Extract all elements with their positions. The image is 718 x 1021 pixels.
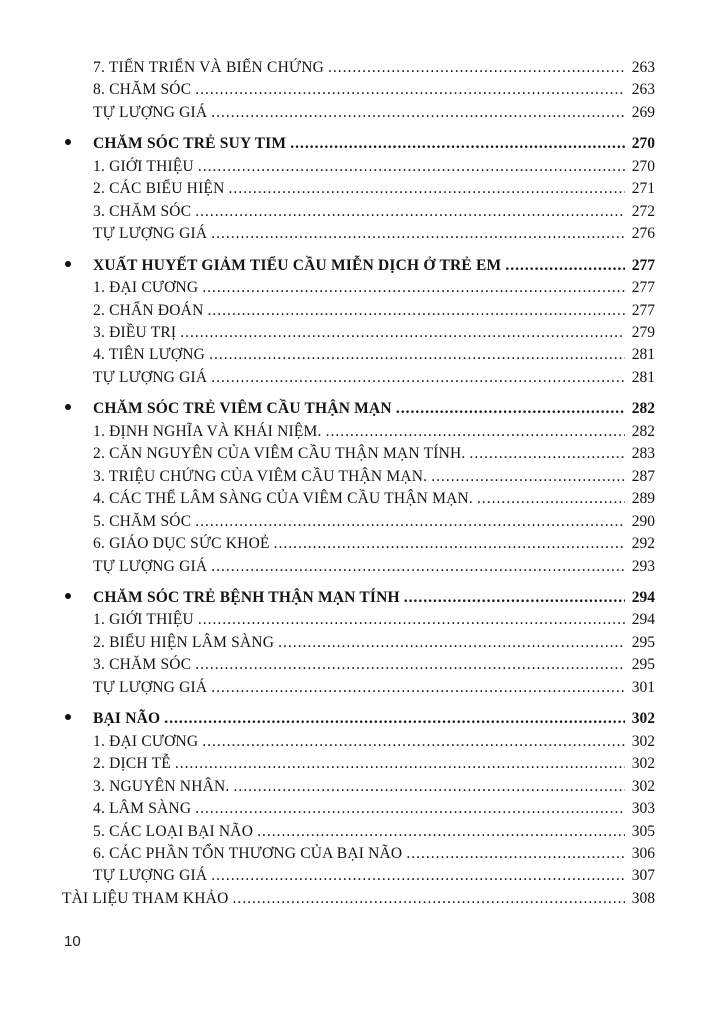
toc-entry-label: 2. BIỂU HIỆN LÂM SÀNG bbox=[93, 633, 275, 651]
toc-row bbox=[62, 888, 655, 910]
toc-row bbox=[62, 79, 655, 101]
toc-entry-page: 287 bbox=[631, 467, 655, 485]
toc-entry-label: CHĂM SÓC TRẺ VIÊM CẦU THẬN MẠN bbox=[93, 400, 392, 418]
toc-entry-label: 8. CHĂM SÓC bbox=[93, 81, 192, 99]
toc-entry-label: 2. DỊCH TỄ bbox=[93, 755, 171, 773]
toc-entry-label: 1. ĐỊNH NGHĨA VÀ KHÁI NIỆM. bbox=[93, 422, 322, 440]
toc-entry-page: 302 bbox=[631, 732, 655, 750]
toc-row bbox=[62, 556, 655, 578]
toc-entry-label: TỰ LƯỢNG GIÁ bbox=[93, 225, 208, 243]
toc-entry-page: 306 bbox=[631, 844, 655, 862]
toc-row bbox=[62, 102, 655, 124]
dot-leader-icon bbox=[431, 466, 625, 488]
toc-row bbox=[62, 201, 655, 223]
toc-row bbox=[62, 609, 655, 631]
toc-entry-page: 263 bbox=[631, 59, 655, 76]
toc-entry-label: 2. CHẨN ĐOÁN bbox=[93, 301, 204, 319]
bullet-icon bbox=[62, 255, 93, 277]
toc-entry-label: 3. CHĂM SÓC bbox=[93, 656, 192, 674]
toc-entry-page: 277 bbox=[631, 256, 655, 274]
toc-row bbox=[62, 178, 655, 200]
toc-row bbox=[62, 708, 655, 730]
toc-row bbox=[62, 798, 655, 820]
toc-entry-label: CHĂM SÓC TRẺ BỆNH THẬN MẠN TÍNH bbox=[93, 588, 400, 606]
toc-row bbox=[62, 753, 655, 775]
toc-entry-label: 5. CHĂM SÓC bbox=[93, 512, 192, 530]
toc-entry-label: BẠI NÃO bbox=[93, 710, 161, 728]
dot-leader-icon bbox=[195, 798, 625, 820]
toc-entry-label: 1. GIỚI THIỆU bbox=[93, 157, 194, 175]
toc-row bbox=[62, 133, 655, 155]
toc-entry-label: 6. GIÁO DỤC SỨC KHOẺ bbox=[93, 535, 270, 553]
dot-leader-icon bbox=[211, 367, 625, 389]
dot-leader-icon bbox=[198, 609, 625, 631]
dot-leader-icon bbox=[326, 421, 625, 443]
toc-entry-label: 4. LÂM SÀNG bbox=[93, 800, 192, 818]
bullet-icon bbox=[62, 587, 93, 609]
toc-entry-label: 3. ĐIỀU TRỊ bbox=[93, 323, 177, 341]
toc-entry-label: TỰ LƯỢNG GIÁ bbox=[93, 368, 208, 386]
toc-entry-page: 289 bbox=[631, 490, 655, 508]
toc-row bbox=[62, 821, 655, 843]
dot-leader-icon bbox=[175, 753, 625, 775]
toc-entry-page: 277 bbox=[631, 301, 655, 319]
toc-entry-label: 2. CÁC BIỂU HIỆN bbox=[93, 180, 225, 198]
toc-entry-page: 293 bbox=[631, 557, 655, 575]
toc-entry-label: 2. CĂN NGUYÊN CỦA VIÊM CẦU THẬN MẠN TÍNH. bbox=[93, 445, 466, 463]
toc-list bbox=[62, 57, 655, 910]
toc-row bbox=[62, 865, 655, 887]
dot-leader-icon bbox=[274, 533, 625, 555]
dot-leader-icon bbox=[404, 587, 625, 609]
toc-entry-label: TỰ LƯỢNG GIÁ bbox=[93, 867, 208, 885]
dot-leader-icon bbox=[229, 178, 626, 200]
dot-leader-icon bbox=[198, 156, 625, 178]
toc-row bbox=[62, 156, 655, 178]
dot-leader-icon bbox=[209, 344, 625, 366]
toc-row bbox=[62, 57, 655, 79]
toc-entry-label: 6. CÁC PHẦN TỔN THƯƠNG CỦA BẠI NÃO bbox=[93, 844, 403, 862]
toc-row bbox=[62, 367, 655, 389]
toc-entry-page: 283 bbox=[631, 445, 655, 463]
dot-leader-icon bbox=[211, 677, 625, 699]
toc-row bbox=[62, 398, 655, 420]
dot-leader-icon bbox=[477, 488, 625, 510]
toc-row bbox=[62, 511, 655, 533]
dot-leader-icon bbox=[207, 300, 625, 322]
toc-entry-page: 302 bbox=[631, 777, 655, 795]
toc-row bbox=[62, 654, 655, 676]
toc-row bbox=[62, 421, 655, 443]
toc-entry-page: 303 bbox=[631, 800, 655, 818]
toc-entry-page: 271 bbox=[631, 180, 655, 198]
toc-row bbox=[62, 300, 655, 322]
toc-row bbox=[62, 255, 655, 277]
toc-row bbox=[62, 731, 655, 753]
dot-leader-icon bbox=[328, 57, 625, 79]
footer-page-number: 10 bbox=[64, 933, 81, 950]
toc-entry-label: 3. TRIỆU CHỨNG CỦA VIÊM CẦU THẬN MẠN. bbox=[93, 467, 428, 485]
dot-leader-icon bbox=[195, 201, 625, 223]
dot-leader-icon bbox=[257, 821, 625, 843]
dot-leader-icon bbox=[211, 556, 625, 578]
toc-entry-label: 7. TIẾN TRIỂN VÀ BIẾN CHỨNG bbox=[93, 59, 324, 76]
dot-leader-icon bbox=[406, 843, 625, 865]
toc-entry-label: TỰ LƯỢNG GIÁ bbox=[93, 678, 208, 696]
toc-entry-label: TÀI LIỆU THAM KHẢO bbox=[62, 889, 229, 907]
dot-leader-icon bbox=[396, 398, 625, 420]
toc-entry-page: 302 bbox=[631, 710, 655, 728]
toc-entry-page: 308 bbox=[631, 889, 655, 907]
toc-entry-label: 1. GIỚI THIỆU bbox=[93, 611, 194, 629]
dot-leader-icon bbox=[211, 223, 625, 245]
dot-leader-icon bbox=[202, 731, 625, 753]
dot-leader-icon bbox=[180, 322, 625, 344]
toc-entry-page: 279 bbox=[631, 323, 655, 341]
toc-entry-label: 4. CÁC THỂ LÂM SÀNG CỦA VIÊM CẦU THẬN MẠN. bbox=[93, 490, 473, 508]
toc-entry-label: 4. TIÊN LƯỢNG bbox=[93, 346, 206, 364]
toc-entry-page: 282 bbox=[631, 400, 655, 418]
toc-entry-label: 1. ĐẠI CƯƠNG bbox=[93, 732, 199, 750]
toc-entry-label: XUẤT HUYẾT GIẢM TIỂU CẦU MIỄN DỊCH Ở TRẺ EM bbox=[93, 256, 502, 274]
toc-entry-page: 294 bbox=[631, 588, 655, 606]
toc-entry-page: 295 bbox=[631, 633, 655, 651]
toc-row bbox=[62, 443, 655, 465]
dot-leader-icon bbox=[278, 632, 625, 654]
toc-row bbox=[62, 466, 655, 488]
dot-leader-icon bbox=[164, 708, 625, 730]
dot-leader-icon bbox=[232, 888, 625, 910]
bullet-icon bbox=[62, 708, 93, 730]
toc-row bbox=[62, 587, 655, 609]
dot-leader-icon bbox=[469, 443, 625, 465]
dot-leader-icon bbox=[211, 102, 625, 124]
toc-entry-label: TỰ LƯỢNG GIÁ bbox=[93, 557, 208, 575]
toc-entry-label: 1. ĐẠI CƯƠNG bbox=[93, 279, 199, 297]
toc-entry-label: TỰ LƯỢNG GIÁ bbox=[93, 103, 208, 121]
dot-leader-icon bbox=[195, 654, 625, 676]
dot-leader-icon bbox=[290, 133, 625, 155]
dot-leader-icon bbox=[505, 255, 625, 277]
toc-entry-page: 290 bbox=[631, 512, 655, 530]
dot-leader-icon bbox=[195, 79, 625, 101]
toc-row bbox=[62, 223, 655, 245]
toc-entry-page: 276 bbox=[631, 225, 655, 243]
toc-row bbox=[62, 632, 655, 654]
toc-entry-page: 263 bbox=[631, 81, 655, 99]
dot-leader-icon bbox=[233, 776, 625, 798]
toc-row bbox=[62, 322, 655, 344]
toc-entry-page: 281 bbox=[631, 346, 655, 364]
toc-entry-page: 277 bbox=[631, 279, 655, 297]
toc-entry-label: CHĂM SÓC TRẺ SUY TIM bbox=[93, 135, 287, 153]
toc-entry-page: 269 bbox=[631, 103, 655, 121]
toc-row bbox=[62, 344, 655, 366]
toc-entry-page: 307 bbox=[631, 867, 655, 885]
bullet-icon bbox=[62, 133, 93, 155]
toc-row bbox=[62, 533, 655, 555]
toc-entry-page: 301 bbox=[631, 678, 655, 696]
toc-entry-page: 282 bbox=[631, 422, 655, 440]
toc-entry-page: 294 bbox=[631, 611, 655, 629]
toc-entry-label: 3. CHĂM SÓC bbox=[93, 202, 192, 220]
toc-entry-page: 270 bbox=[631, 157, 655, 175]
dot-leader-icon bbox=[202, 277, 625, 299]
toc-entry-page: 292 bbox=[631, 535, 655, 553]
toc-entry-label: 5. CÁC LOẠI BẠI NÃO bbox=[93, 822, 254, 840]
toc-row bbox=[62, 843, 655, 865]
toc-row bbox=[62, 776, 655, 798]
toc-entry-page: 302 bbox=[631, 755, 655, 773]
toc-entry-page: 281 bbox=[631, 368, 655, 386]
dot-leader-icon bbox=[211, 865, 625, 887]
toc-entry-page: 272 bbox=[631, 202, 655, 220]
toc-row bbox=[62, 277, 655, 299]
toc-entry-label: 3. NGUYÊN NHÂN. bbox=[93, 777, 230, 795]
toc-row bbox=[62, 488, 655, 510]
dot-leader-icon bbox=[195, 511, 625, 533]
toc-row bbox=[62, 677, 655, 699]
toc-entry-page: 270 bbox=[631, 135, 655, 153]
bullet-icon bbox=[62, 398, 93, 420]
toc-entry-page: 295 bbox=[631, 656, 655, 674]
toc-entry-page: 305 bbox=[631, 822, 655, 840]
